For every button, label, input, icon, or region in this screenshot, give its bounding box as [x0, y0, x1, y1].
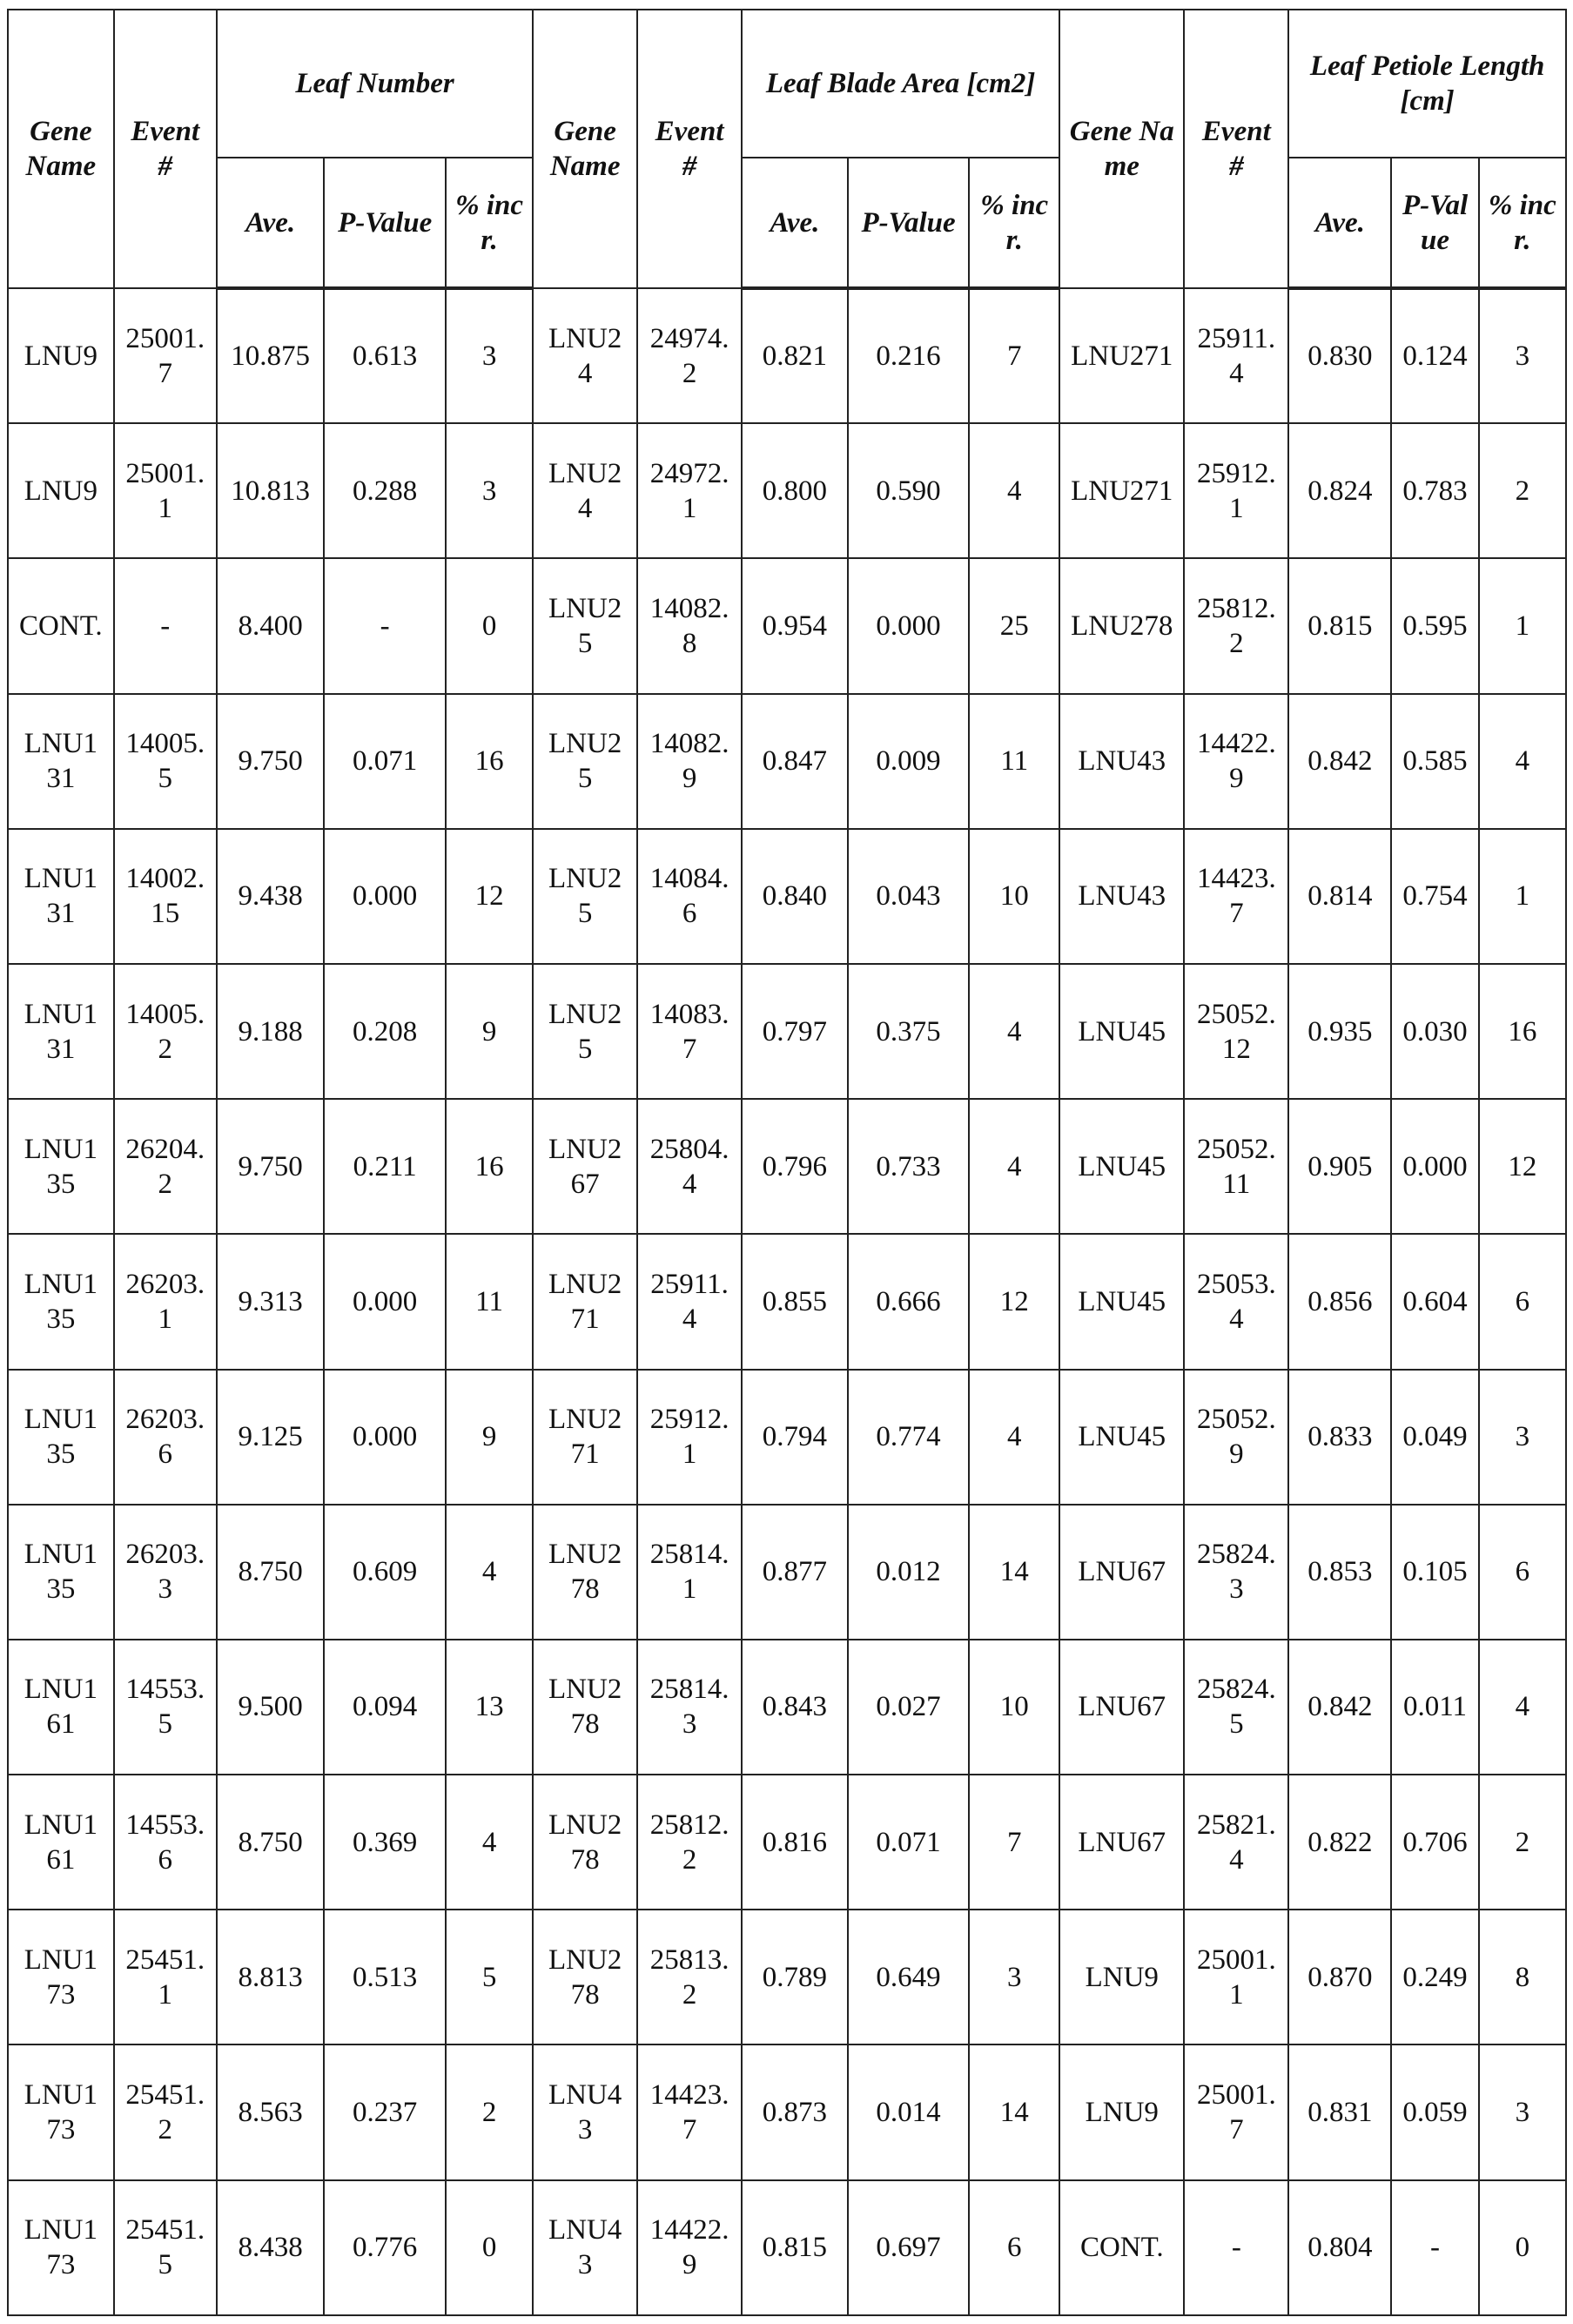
event-cell: 25821.4 — [1184, 1775, 1288, 1910]
event-cell: 25001.1 — [1184, 1910, 1288, 2044]
petiole-length-ave-cell: 0.814 — [1288, 829, 1391, 964]
header-p-value: P-Value — [1391, 158, 1478, 288]
blade-area-ave-cell: 0.847 — [742, 694, 848, 829]
header-ave: Ave. — [1288, 158, 1391, 288]
event-cell: 25052.11 — [1184, 1099, 1288, 1234]
event-cell: 26203.6 — [114, 1370, 217, 1505]
leaf-number-ave-cell: 10.813 — [217, 423, 325, 558]
blade-area-pct-incr-cell: 4 — [969, 1370, 1059, 1505]
leaf-number-pct-incr-cell: 4 — [446, 1775, 533, 1910]
event-cell: 26203.3 — [114, 1505, 217, 1640]
event-cell: 25451.5 — [114, 2180, 217, 2315]
header-leaf-number: Leaf Number — [217, 10, 533, 158]
header-pct-incr: % incr. — [446, 158, 533, 288]
event-cell: 14423.7 — [637, 2044, 742, 2179]
header-p-value: P-Value — [848, 158, 970, 288]
blade-area-pct-incr-cell: 7 — [969, 288, 1059, 423]
leaf-number-p-value-cell: 0.094 — [324, 1640, 446, 1775]
table-body — [8, 288, 1566, 2315]
gene-name-cell: LNU9 — [1059, 2044, 1184, 2179]
blade-area-pct-incr-cell: 14 — [969, 2044, 1059, 2179]
petiole-length-ave-cell: 0.831 — [1288, 2044, 1391, 2179]
petiole-length-pct-incr-cell: 3 — [1479, 2044, 1566, 2179]
petiole-length-ave-cell: 0.870 — [1288, 1910, 1391, 2044]
gene-name-cell: LNU271 — [533, 1234, 637, 1369]
blade-area-p-value-cell: 0.649 — [848, 1910, 970, 2044]
gene-name-cell: LNU25 — [533, 829, 637, 964]
petiole-length-p-value-cell: - — [1391, 2180, 1478, 2315]
petiole-length-pct-incr-cell: 1 — [1479, 558, 1566, 693]
event-cell: 25824.5 — [1184, 1640, 1288, 1775]
leaf-number-p-value-cell: 0.208 — [324, 964, 446, 1099]
gene-name-cell: LNU278 — [533, 1505, 637, 1640]
blade-area-pct-incr-cell: 4 — [969, 964, 1059, 1099]
leaf-number-ave-cell: 9.188 — [217, 964, 325, 1099]
petiole-length-p-value-cell: 0.059 — [1391, 2044, 1478, 2179]
blade-area-p-value-cell: 0.666 — [848, 1234, 970, 1369]
gene-name-cell: LNU45 — [1059, 1234, 1184, 1369]
blade-area-p-value-cell: 0.590 — [848, 423, 970, 558]
event-cell: 25911.4 — [1184, 288, 1288, 423]
event-cell: 25812.2 — [1184, 558, 1288, 693]
gene-name-cell: LNU24 — [533, 423, 637, 558]
event-cell: 24972.1 — [637, 423, 742, 558]
blade-area-pct-incr-cell: 14 — [969, 1505, 1059, 1640]
gene-name-cell: LNU9 — [1059, 1910, 1184, 2044]
leaf-number-pct-incr-cell: 5 — [446, 1910, 533, 2044]
petiole-length-pct-incr-cell: 2 — [1479, 423, 1566, 558]
gene-name-cell: LNU43 — [1059, 694, 1184, 829]
gene-name-cell: LNU173 — [8, 2044, 114, 2179]
gene-name-cell: LNU43 — [533, 2180, 637, 2315]
event-cell: 25824.3 — [1184, 1505, 1288, 1640]
leaf-number-ave-cell: 8.563 — [217, 2044, 325, 2179]
petiole-length-ave-cell: 0.853 — [1288, 1505, 1391, 1640]
event-cell: 25912.1 — [1184, 423, 1288, 558]
leaf-number-ave-cell: 9.313 — [217, 1234, 325, 1369]
gene-name-cell: LNU161 — [8, 1640, 114, 1775]
table-row — [8, 1234, 1566, 1369]
gene-name-cell: LNU9 — [8, 423, 114, 558]
leaf-number-pct-incr-cell: 13 — [446, 1640, 533, 1775]
gene-name-cell: LNU25 — [533, 558, 637, 693]
petiole-length-pct-incr-cell: 6 — [1479, 1234, 1566, 1369]
blade-area-ave-cell: 0.815 — [742, 2180, 848, 2315]
petiole-length-ave-cell: 0.842 — [1288, 1640, 1391, 1775]
header-p-value: P-Value — [324, 158, 446, 288]
blade-area-ave-cell: 0.821 — [742, 288, 848, 423]
blade-area-p-value-cell: 0.071 — [848, 1775, 970, 1910]
header-event: Event # — [1184, 10, 1288, 288]
event-cell: 24974.2 — [637, 288, 742, 423]
blade-area-ave-cell: 0.873 — [742, 2044, 848, 2179]
petiole-length-ave-cell: 0.935 — [1288, 964, 1391, 1099]
leaf-number-pct-incr-cell: 3 — [446, 423, 533, 558]
event-cell: 25451.2 — [114, 2044, 217, 2179]
header-gene-name: Gene Name — [533, 10, 637, 288]
gene-name-cell: LNU278 — [533, 1640, 637, 1775]
petiole-length-ave-cell: 0.856 — [1288, 1234, 1391, 1369]
gene-name-cell: LNU278 — [533, 1775, 637, 1910]
blade-area-p-value-cell: 0.000 — [848, 558, 970, 693]
event-cell: 25001.1 — [114, 423, 217, 558]
event-cell: - — [114, 558, 217, 693]
blade-area-ave-cell: 0.797 — [742, 964, 848, 1099]
petiole-length-p-value-cell: 0.049 — [1391, 1370, 1478, 1505]
leaf-number-ave-cell: 8.750 — [217, 1505, 325, 1640]
event-cell: 25814.3 — [637, 1640, 742, 1775]
gene-name-cell: LNU271 — [1059, 423, 1184, 558]
leaf-number-pct-incr-cell: 0 — [446, 558, 533, 693]
gene-name-cell: LNU271 — [1059, 288, 1184, 423]
event-cell: 26204.2 — [114, 1099, 217, 1234]
blade-area-ave-cell: 0.877 — [742, 1505, 848, 1640]
petiole-length-p-value-cell: 0.011 — [1391, 1640, 1478, 1775]
blade-area-pct-incr-cell: 3 — [969, 1910, 1059, 2044]
event-cell: 14082.8 — [637, 558, 742, 693]
event-cell: 14422.9 — [637, 2180, 742, 2315]
petiole-length-pct-incr-cell: 4 — [1479, 1640, 1566, 1775]
table-row — [8, 423, 1566, 558]
leaf-number-p-value-cell: 0.288 — [324, 423, 446, 558]
petiole-length-ave-cell: 0.824 — [1288, 423, 1391, 558]
table-row — [8, 2180, 1566, 2315]
event-cell: 25912.1 — [637, 1370, 742, 1505]
gene-name-cell: LNU45 — [1059, 1099, 1184, 1234]
petiole-length-p-value-cell: 0.595 — [1391, 558, 1478, 693]
leaf-number-pct-incr-cell: 16 — [446, 1099, 533, 1234]
leaf-number-p-value-cell: 0.776 — [324, 2180, 446, 2315]
table-row — [8, 1505, 1566, 1640]
event-cell: 25053.4 — [1184, 1234, 1288, 1369]
table-row — [8, 2044, 1566, 2179]
leaf-number-p-value-cell: - — [324, 558, 446, 693]
leaf-number-pct-incr-cell: 11 — [446, 1234, 533, 1369]
gene-name-cell: LNU131 — [8, 964, 114, 1099]
leaf-number-ave-cell: 8.400 — [217, 558, 325, 693]
leaf-number-ave-cell: 9.125 — [217, 1370, 325, 1505]
table-row — [8, 288, 1566, 423]
gene-name-cell: LNU267 — [533, 1099, 637, 1234]
header-leaf-petiole-length: Leaf Petiole Length [cm] — [1288, 10, 1566, 158]
petiole-length-p-value-cell: 0.754 — [1391, 829, 1478, 964]
table-row — [8, 1640, 1566, 1775]
leaf-number-ave-cell: 9.438 — [217, 829, 325, 964]
blade-area-p-value-cell: 0.043 — [848, 829, 970, 964]
petiole-length-pct-incr-cell: 1 — [1479, 829, 1566, 964]
header-ave: Ave. — [742, 158, 848, 288]
gene-name-cell: LNU9 — [8, 288, 114, 423]
petiole-length-pct-incr-cell: 4 — [1479, 694, 1566, 829]
petiole-length-p-value-cell: 0.783 — [1391, 423, 1478, 558]
gene-name-cell: LNU45 — [1059, 1370, 1184, 1505]
blade-area-p-value-cell: 0.012 — [848, 1505, 970, 1640]
header-event: Event # — [637, 10, 742, 288]
petiole-length-pct-incr-cell: 3 — [1479, 288, 1566, 423]
blade-area-pct-incr-cell: 7 — [969, 1775, 1059, 1910]
gene-name-cell: LNU24 — [533, 288, 637, 423]
gene-name-cell: CONT. — [8, 558, 114, 693]
blade-area-ave-cell: 0.954 — [742, 558, 848, 693]
event-cell: 14082.9 — [637, 694, 742, 829]
gene-name-cell: LNU135 — [8, 1234, 114, 1369]
event-cell: - — [1184, 2180, 1288, 2315]
petiole-length-p-value-cell: 0.000 — [1391, 1099, 1478, 1234]
gene-name-cell: LNU271 — [533, 1370, 637, 1505]
event-cell: 26203.1 — [114, 1234, 217, 1369]
blade-area-p-value-cell: 0.027 — [848, 1640, 970, 1775]
blade-area-p-value-cell: 0.014 — [848, 2044, 970, 2179]
gene-name-cell: LNU278 — [533, 1910, 637, 2044]
gene-name-cell: LNU45 — [1059, 964, 1184, 1099]
blade-area-ave-cell: 0.816 — [742, 1775, 848, 1910]
table-row — [8, 1370, 1566, 1505]
gene-name-cell: LNU173 — [8, 2180, 114, 2315]
gene-name-cell: LNU173 — [8, 1910, 114, 2044]
petiole-length-p-value-cell: 0.124 — [1391, 288, 1478, 423]
petiole-length-ave-cell: 0.804 — [1288, 2180, 1391, 2315]
event-cell: 14002.15 — [114, 829, 217, 964]
petiole-length-ave-cell: 0.815 — [1288, 558, 1391, 693]
table-row — [8, 558, 1566, 693]
table-row — [8, 1099, 1566, 1234]
leaf-number-ave-cell: 8.438 — [217, 2180, 325, 2315]
event-cell: 14005.5 — [114, 694, 217, 829]
event-cell: 25052.12 — [1184, 964, 1288, 1099]
petiole-length-pct-incr-cell: 2 — [1479, 1775, 1566, 1910]
event-cell: 25804.4 — [637, 1099, 742, 1234]
gene-name-cell: LNU278 — [1059, 558, 1184, 693]
petiole-length-p-value-cell: 0.249 — [1391, 1910, 1478, 2044]
petiole-length-pct-incr-cell: 8 — [1479, 1910, 1566, 2044]
leaf-number-ave-cell: 9.750 — [217, 1099, 325, 1234]
results-table — [7, 9, 1567, 2316]
event-cell: 25813.2 — [637, 1910, 742, 2044]
blade-area-ave-cell: 0.789 — [742, 1910, 848, 2044]
petiole-length-pct-incr-cell: 0 — [1479, 2180, 1566, 2315]
leaf-number-pct-incr-cell: 16 — [446, 694, 533, 829]
petiole-length-ave-cell: 0.830 — [1288, 288, 1391, 423]
table-row — [8, 829, 1566, 964]
gene-name-cell: LNU67 — [1059, 1640, 1184, 1775]
blade-area-ave-cell: 0.855 — [742, 1234, 848, 1369]
leaf-number-p-value-cell: 0.237 — [324, 2044, 446, 2179]
event-cell: 25001.7 — [1184, 2044, 1288, 2179]
gene-name-cell: LNU131 — [8, 694, 114, 829]
gene-name-cell: LNU43 — [1059, 829, 1184, 964]
event-cell: 25052.9 — [1184, 1370, 1288, 1505]
blade-area-pct-incr-cell: 12 — [969, 1234, 1059, 1369]
petiole-length-p-value-cell: 0.030 — [1391, 964, 1478, 1099]
event-cell: 14084.6 — [637, 829, 742, 964]
leaf-number-pct-incr-cell: 0 — [446, 2180, 533, 2315]
event-cell: 25814.1 — [637, 1505, 742, 1640]
blade-area-ave-cell: 0.796 — [742, 1099, 848, 1234]
table-row — [8, 1910, 1566, 2044]
event-cell: 14422.9 — [1184, 694, 1288, 829]
petiole-length-ave-cell: 0.822 — [1288, 1775, 1391, 1910]
gene-name-cell: LNU135 — [8, 1505, 114, 1640]
petiole-length-pct-incr-cell: 3 — [1479, 1370, 1566, 1505]
event-cell: 25812.2 — [637, 1775, 742, 1910]
blade-area-p-value-cell: 0.216 — [848, 288, 970, 423]
blade-area-ave-cell: 0.840 — [742, 829, 848, 964]
gene-name-cell: LNU25 — [533, 694, 637, 829]
event-cell: 14005.2 — [114, 964, 217, 1099]
gene-name-cell: LNU67 — [1059, 1775, 1184, 1910]
petiole-length-ave-cell: 0.842 — [1288, 694, 1391, 829]
gene-name-cell: LNU161 — [8, 1775, 114, 1910]
blade-area-p-value-cell: 0.009 — [848, 694, 970, 829]
leaf-number-p-value-cell: 0.211 — [324, 1099, 446, 1234]
petiole-length-p-value-cell: 0.585 — [1391, 694, 1478, 829]
blade-area-ave-cell: 0.843 — [742, 1640, 848, 1775]
gene-name-cell: LNU43 — [533, 2044, 637, 2179]
petiole-length-pct-incr-cell: 6 — [1479, 1505, 1566, 1640]
blade-area-pct-incr-cell: 10 — [969, 1640, 1059, 1775]
blade-area-p-value-cell: 0.697 — [848, 2180, 970, 2315]
blade-area-p-value-cell: 0.375 — [848, 964, 970, 1099]
leaf-number-pct-incr-cell: 12 — [446, 829, 533, 964]
event-cell: 14423.7 — [1184, 829, 1288, 964]
header-gene-name: Gene Name — [1059, 10, 1184, 288]
blade-area-ave-cell: 0.794 — [742, 1370, 848, 1505]
petiole-length-pct-incr-cell: 16 — [1479, 964, 1566, 1099]
event-cell: 25001.7 — [114, 288, 217, 423]
leaf-number-p-value-cell: 0.513 — [324, 1910, 446, 2044]
header-event: Event # — [114, 10, 217, 288]
header-leaf-blade-area: Leaf Blade Area [cm2] — [742, 10, 1059, 158]
gene-name-cell: LNU67 — [1059, 1505, 1184, 1640]
blade-area-pct-incr-cell: 25 — [969, 558, 1059, 693]
blade-area-pct-incr-cell: 11 — [969, 694, 1059, 829]
petiole-length-p-value-cell: 0.105 — [1391, 1505, 1478, 1640]
blade-area-ave-cell: 0.800 — [742, 423, 848, 558]
leaf-number-p-value-cell: 0.071 — [324, 694, 446, 829]
petiole-length-ave-cell: 0.905 — [1288, 1099, 1391, 1234]
blade-area-pct-incr-cell: 4 — [969, 1099, 1059, 1234]
blade-area-p-value-cell: 0.774 — [848, 1370, 970, 1505]
petiole-length-pct-incr-cell: 12 — [1479, 1099, 1566, 1234]
header-ave: Ave. — [217, 158, 325, 288]
blade-area-pct-incr-cell: 6 — [969, 2180, 1059, 2315]
leaf-number-p-value-cell: 0.613 — [324, 288, 446, 423]
header-pct-incr: % incr. — [1479, 158, 1566, 288]
event-cell: 25911.4 — [637, 1234, 742, 1369]
event-cell: 25451.1 — [114, 1910, 217, 2044]
leaf-number-ave-cell: 10.875 — [217, 288, 325, 423]
table-row — [8, 964, 1566, 1099]
leaf-number-pct-incr-cell: 9 — [446, 1370, 533, 1505]
header-gene-name: Gene Name — [8, 10, 114, 288]
petiole-length-p-value-cell: 0.604 — [1391, 1234, 1478, 1369]
gene-name-cell: LNU25 — [533, 964, 637, 1099]
leaf-number-p-value-cell: 0.369 — [324, 1775, 446, 1910]
blade-area-p-value-cell: 0.733 — [848, 1099, 970, 1234]
leaf-number-pct-incr-cell: 3 — [446, 288, 533, 423]
header-pct-incr: % incr. — [969, 158, 1059, 288]
table-row — [8, 694, 1566, 829]
leaf-number-p-value-cell: 0.000 — [324, 829, 446, 964]
table-row — [8, 1775, 1566, 1910]
leaf-number-p-value-cell: 0.000 — [324, 1370, 446, 1505]
leaf-number-ave-cell: 8.750 — [217, 1775, 325, 1910]
petiole-length-p-value-cell: 0.706 — [1391, 1775, 1478, 1910]
leaf-number-pct-incr-cell: 9 — [446, 964, 533, 1099]
blade-area-pct-incr-cell: 10 — [969, 829, 1059, 964]
blade-area-pct-incr-cell: 4 — [969, 423, 1059, 558]
leaf-number-p-value-cell: 0.000 — [324, 1234, 446, 1369]
gene-name-cell: CONT. — [1059, 2180, 1184, 2315]
leaf-number-pct-incr-cell: 4 — [446, 1505, 533, 1640]
petiole-length-ave-cell: 0.833 — [1288, 1370, 1391, 1505]
leaf-number-ave-cell: 8.813 — [217, 1910, 325, 2044]
leaf-number-ave-cell: 9.500 — [217, 1640, 325, 1775]
gene-name-cell: LNU135 — [8, 1370, 114, 1505]
leaf-number-ave-cell: 9.750 — [217, 694, 325, 829]
leaf-number-p-value-cell: 0.609 — [324, 1505, 446, 1640]
event-cell: 14083.7 — [637, 964, 742, 1099]
event-cell: 14553.6 — [114, 1775, 217, 1910]
leaf-number-pct-incr-cell: 2 — [446, 2044, 533, 2179]
gene-name-cell: LNU135 — [8, 1099, 114, 1234]
event-cell: 14553.5 — [114, 1640, 217, 1775]
gene-name-cell: LNU131 — [8, 829, 114, 964]
